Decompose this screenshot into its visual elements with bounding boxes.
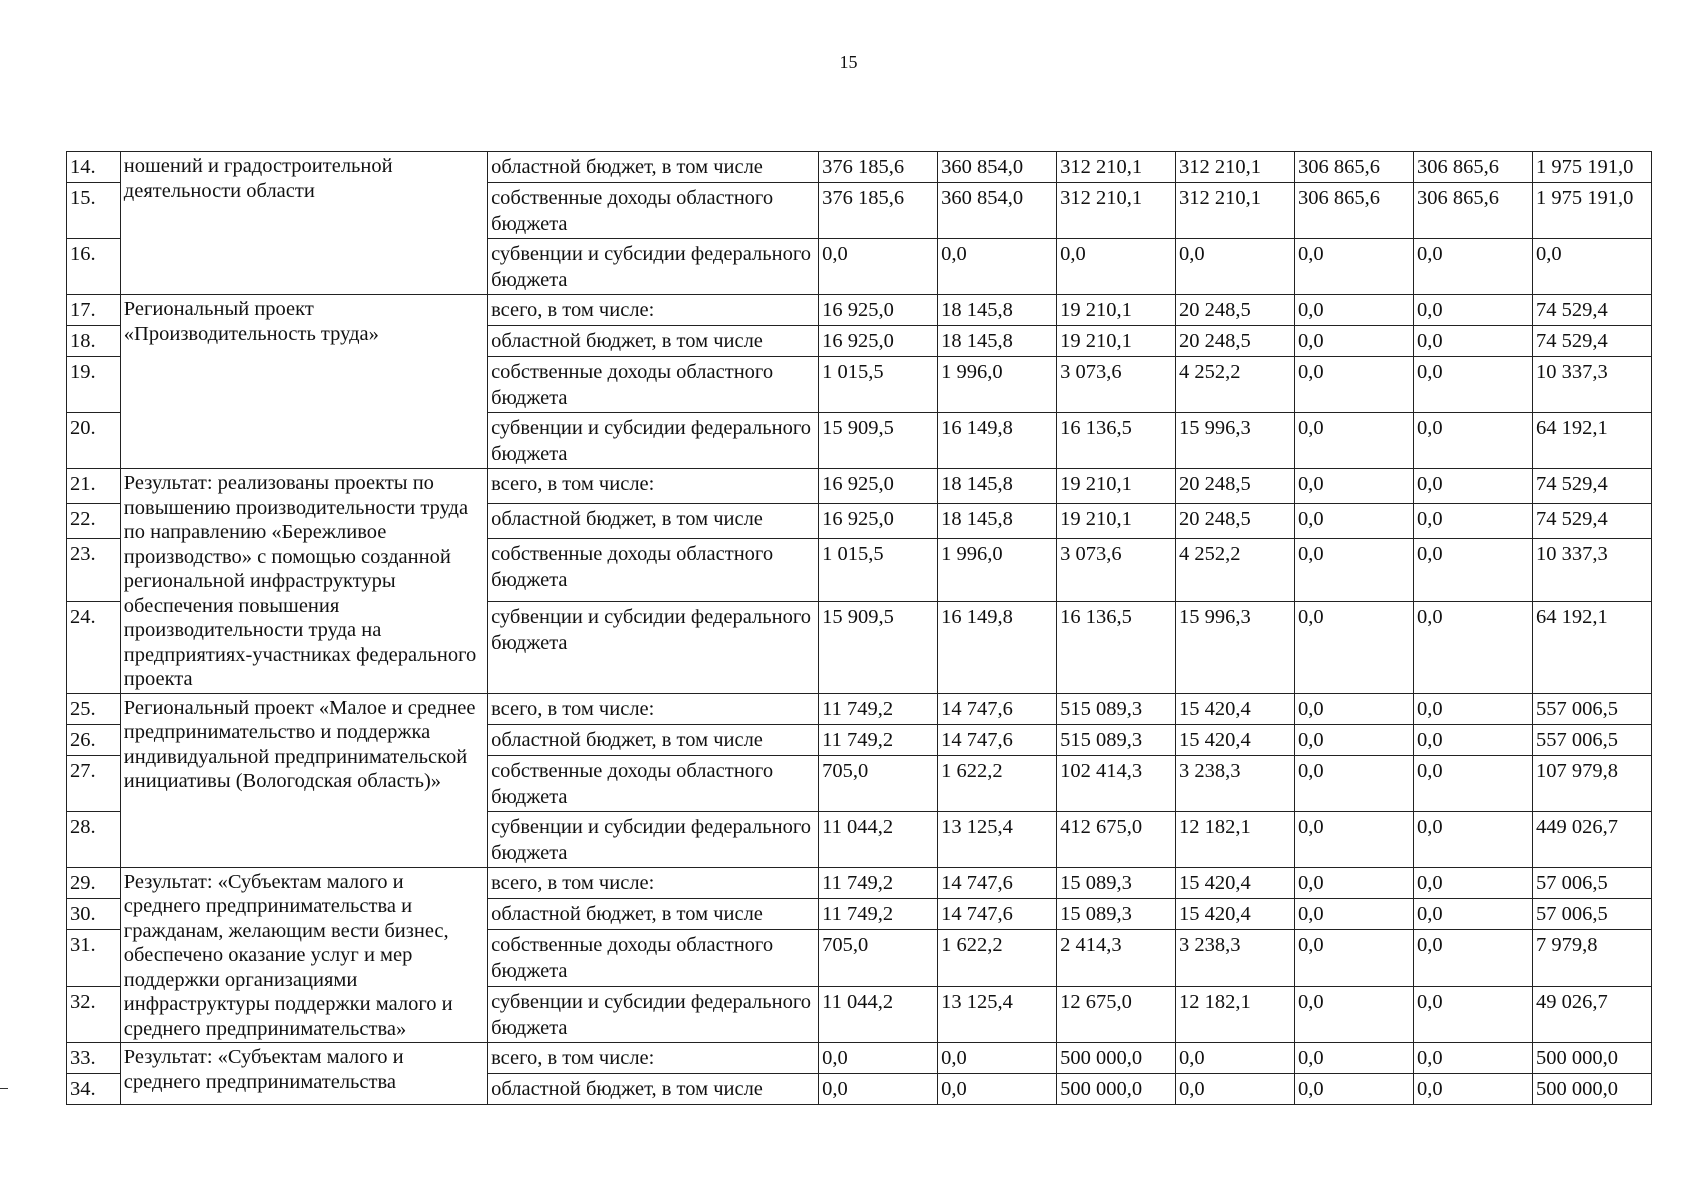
year-value: 19 210,1 (1057, 503, 1176, 538)
year-value: 0,0 (1295, 755, 1414, 811)
year-value: 15 420,4 (1176, 724, 1295, 755)
year-value: 20 248,5 (1176, 326, 1295, 357)
year-value: 500 000,0 (1057, 1074, 1176, 1105)
year-value: 312 210,1 (1176, 183, 1295, 239)
total-value: 0,0 (1532, 239, 1651, 295)
funding-source: субвенции и субсидии федерального бюджета (488, 413, 819, 469)
year-value: 2 414,3 (1057, 930, 1176, 986)
table-row (67, 693, 1652, 724)
row-number: 16. (67, 239, 121, 295)
year-value: 0,0 (1413, 867, 1532, 898)
year-value: 0,0 (1295, 693, 1414, 724)
year-value: 0,0 (1057, 239, 1176, 295)
year-value: 15 996,3 (1176, 602, 1295, 693)
year-value: 15 420,4 (1176, 898, 1295, 929)
year-value: 376 185,6 (819, 183, 938, 239)
total-value: 10 337,3 (1532, 357, 1651, 413)
total-value: 557 006,5 (1532, 693, 1651, 724)
year-value: 3 238,3 (1176, 755, 1295, 811)
year-value: 0,0 (1413, 239, 1532, 295)
year-value: 0,0 (1295, 867, 1414, 898)
funding-source: субвенции и субсидии федерального бюджета (488, 986, 819, 1043)
year-value: 0,0 (1413, 295, 1532, 326)
year-value: 16 925,0 (819, 469, 938, 504)
year-value: 18 145,8 (938, 326, 1057, 357)
year-value: 0,0 (1413, 602, 1532, 693)
year-value: 1 996,0 (938, 357, 1057, 413)
year-value: 515 089,3 (1057, 724, 1176, 755)
year-value: 0,0 (1295, 295, 1414, 326)
year-value: 376 185,6 (819, 152, 938, 183)
row-number: 29. (67, 867, 121, 898)
year-value: 14 747,6 (938, 724, 1057, 755)
row-number: 32. (67, 986, 121, 1043)
year-value: 12 675,0 (1057, 986, 1176, 1043)
year-value: 0,0 (1413, 538, 1532, 601)
year-value: 18 145,8 (938, 469, 1057, 504)
year-value: 306 865,6 (1413, 152, 1532, 183)
year-value: 16 149,8 (938, 602, 1057, 693)
total-value: 107 979,8 (1532, 755, 1651, 811)
year-value: 0,0 (819, 1074, 938, 1105)
year-value: 0,0 (938, 1074, 1057, 1105)
funding-source: субвенции и субсидии федерального бюджета (488, 602, 819, 693)
row-number: 34. (67, 1074, 121, 1105)
year-value: 1 015,5 (819, 538, 938, 601)
total-value: 74 529,4 (1532, 295, 1651, 326)
year-value: 0,0 (1413, 1074, 1532, 1105)
row-number: 17. (67, 295, 121, 326)
row-number: 33. (67, 1043, 121, 1074)
year-value: 102 414,3 (1057, 755, 1176, 811)
year-value: 3 073,6 (1057, 538, 1176, 601)
year-value: 16 136,5 (1057, 602, 1176, 693)
total-value: 449 026,7 (1532, 811, 1651, 867)
year-value: 16 925,0 (819, 326, 938, 357)
funding-source: всего, в том числе: (488, 469, 819, 504)
table-row (67, 1043, 1652, 1074)
year-value: 15 089,3 (1057, 867, 1176, 898)
year-value: 0,0 (1413, 503, 1532, 538)
year-value: 0,0 (1413, 986, 1532, 1043)
funding-source: собственные доходы областного бюджета (488, 930, 819, 986)
year-value: 0,0 (1413, 930, 1532, 986)
total-value: 64 192,1 (1532, 413, 1651, 469)
year-value: 0,0 (1295, 413, 1414, 469)
year-value: 14 747,6 (938, 867, 1057, 898)
year-value: 13 125,4 (938, 811, 1057, 867)
funding-source: собственные доходы областного бюджета (488, 357, 819, 413)
table-row (67, 295, 1652, 326)
year-value: 12 182,1 (1176, 986, 1295, 1043)
year-value: 14 747,6 (938, 693, 1057, 724)
row-number: 28. (67, 811, 121, 867)
group-name: Результат: «Субъектам малого и среднего предпринимательства (120, 1043, 487, 1105)
year-value: 11 749,2 (819, 724, 938, 755)
total-value: 57 006,5 (1532, 898, 1651, 929)
group-name: Результат: «Субъектам малого и среднего предпринимательства и гражданам, желающим вести бизнес, обеспечено оказание услуг и мер поддержки организациями инфраструктуры поддержки малого и среднего предпринимательства» (120, 867, 487, 1043)
table-body (67, 152, 1652, 1105)
row-number: 22. (67, 503, 121, 538)
funding-source: всего, в том числе: (488, 693, 819, 724)
year-value: 12 182,1 (1176, 811, 1295, 867)
row-number: 15. (67, 183, 121, 239)
year-value: 11 749,2 (819, 898, 938, 929)
group-name: Региональный проект «Малое и среднее предпринимательство и поддержка индивидуальной предпринимательской инициативы (Вологодская область)» (120, 693, 487, 867)
year-value: 20 248,5 (1176, 295, 1295, 326)
row-number: 20. (67, 413, 121, 469)
year-value: 0,0 (1176, 1043, 1295, 1074)
row-number: 23. (67, 538, 121, 601)
total-value: 500 000,0 (1532, 1074, 1651, 1105)
year-value: 18 145,8 (938, 295, 1057, 326)
year-value: 0,0 (1295, 326, 1414, 357)
year-value: 1 996,0 (938, 538, 1057, 601)
year-value: 0,0 (1413, 357, 1532, 413)
year-value: 0,0 (938, 239, 1057, 295)
row-number: 26. (67, 724, 121, 755)
total-value: 1 975 191,0 (1532, 152, 1651, 183)
funding-source: областной бюджет, в том числе (488, 724, 819, 755)
year-value: 19 210,1 (1057, 469, 1176, 504)
budget-table (66, 151, 1652, 1105)
funding-source: собственные доходы областного бюджета (488, 755, 819, 811)
year-value: 0,0 (1413, 811, 1532, 867)
row-number: 18. (67, 326, 121, 357)
year-value: 4 252,2 (1176, 538, 1295, 601)
year-value: 13 125,4 (938, 986, 1057, 1043)
year-value: 16 925,0 (819, 295, 938, 326)
year-value: 0,0 (1176, 239, 1295, 295)
year-value: 0,0 (1413, 898, 1532, 929)
year-value: 15 420,4 (1176, 693, 1295, 724)
margin-mark (0, 1088, 8, 1089)
year-value: 14 747,6 (938, 898, 1057, 929)
year-value: 515 089,3 (1057, 693, 1176, 724)
year-value: 0,0 (1295, 469, 1414, 504)
year-value: 20 248,5 (1176, 469, 1295, 504)
year-value: 16 136,5 (1057, 413, 1176, 469)
year-value: 0,0 (1295, 538, 1414, 601)
year-value: 0,0 (1295, 986, 1414, 1043)
funding-source: областной бюджет, в том числе (488, 152, 819, 183)
year-value: 1 015,5 (819, 357, 938, 413)
year-value: 0,0 (938, 1043, 1057, 1074)
year-value: 705,0 (819, 755, 938, 811)
row-number: 24. (67, 602, 121, 693)
table-row (67, 867, 1652, 898)
year-value: 4 252,2 (1176, 357, 1295, 413)
year-value: 0,0 (1295, 1043, 1414, 1074)
year-value: 0,0 (819, 239, 938, 295)
year-value: 0,0 (1413, 469, 1532, 504)
funding-source: областной бюджет, в том числе (488, 326, 819, 357)
year-value: 11 749,2 (819, 867, 938, 898)
year-value: 705,0 (819, 930, 938, 986)
year-value: 1 622,2 (938, 930, 1057, 986)
year-value: 306 865,6 (1413, 183, 1532, 239)
year-value: 11 044,2 (819, 986, 938, 1043)
funding-source: собственные доходы областного бюджета (488, 183, 819, 239)
year-value: 0,0 (1295, 724, 1414, 755)
group-name: Результат: реализованы проекты по повышению производительности труда по направлению «Бережливое производство» с помощью созданной региональной инфраструктуры обеспечения повышения производительности труда на предприятиях-участниках федерального проекта (120, 469, 487, 694)
table-row (67, 152, 1652, 183)
year-value: 312 210,1 (1057, 152, 1176, 183)
year-value: 19 210,1 (1057, 326, 1176, 357)
year-value: 0,0 (1413, 326, 1532, 357)
year-value: 0,0 (1295, 930, 1414, 986)
year-value: 0,0 (1295, 1074, 1414, 1105)
year-value: 11 044,2 (819, 811, 938, 867)
year-value: 412 675,0 (1057, 811, 1176, 867)
total-value: 74 529,4 (1532, 469, 1651, 504)
year-value: 306 865,6 (1295, 152, 1414, 183)
total-value: 7 979,8 (1532, 930, 1651, 986)
year-value: 306 865,6 (1295, 183, 1414, 239)
year-value: 20 248,5 (1176, 503, 1295, 538)
year-value: 0,0 (1295, 898, 1414, 929)
funding-source: всего, в том числе: (488, 295, 819, 326)
total-value: 49 026,7 (1532, 986, 1651, 1043)
year-value: 0,0 (1413, 755, 1532, 811)
row-number: 14. (67, 152, 121, 183)
year-value: 18 145,8 (938, 503, 1057, 538)
year-value: 0,0 (1413, 724, 1532, 755)
funding-source: всего, в том числе: (488, 867, 819, 898)
year-value: 0,0 (1295, 602, 1414, 693)
year-value: 312 210,1 (1057, 183, 1176, 239)
year-value: 312 210,1 (1176, 152, 1295, 183)
year-value: 15 909,5 (819, 602, 938, 693)
row-number: 21. (67, 469, 121, 504)
total-value: 74 529,4 (1532, 326, 1651, 357)
total-value: 74 529,4 (1532, 503, 1651, 538)
year-value: 16 925,0 (819, 503, 938, 538)
row-number: 30. (67, 898, 121, 929)
total-value: 1 975 191,0 (1532, 183, 1651, 239)
funding-source: всего, в том числе: (488, 1043, 819, 1074)
group-name: Региональный проект «Производительность труда» (120, 295, 487, 469)
row-number: 25. (67, 693, 121, 724)
funding-source: областной бюджет, в том числе (488, 503, 819, 538)
year-value: 19 210,1 (1057, 295, 1176, 326)
row-number: 27. (67, 755, 121, 811)
year-value: 15 420,4 (1176, 867, 1295, 898)
group-name: ношений и градостроительной деятельности области (120, 152, 487, 295)
page-number: 15 (839, 52, 858, 72)
total-value: 557 006,5 (1532, 724, 1651, 755)
row-number: 19. (67, 357, 121, 413)
total-value: 64 192,1 (1532, 602, 1651, 693)
year-value: 1 622,2 (938, 755, 1057, 811)
year-value: 15 996,3 (1176, 413, 1295, 469)
year-value: 360 854,0 (938, 152, 1057, 183)
year-value: 0,0 (1295, 239, 1414, 295)
funding-source: областной бюджет, в том числе (488, 1074, 819, 1105)
year-value: 16 149,8 (938, 413, 1057, 469)
year-value: 3 073,6 (1057, 357, 1176, 413)
year-value: 0,0 (1295, 811, 1414, 867)
funding-source: субвенции и субсидии федерального бюджета (488, 811, 819, 867)
funding-source: областной бюджет, в том числе (488, 898, 819, 929)
year-value: 360 854,0 (938, 183, 1057, 239)
funding-source: собственные доходы областного бюджета (488, 538, 819, 601)
year-value: 0,0 (819, 1043, 938, 1074)
year-value: 0,0 (1413, 413, 1532, 469)
total-value: 57 006,5 (1532, 867, 1651, 898)
year-value: 11 749,2 (819, 693, 938, 724)
funding-source: субвенции и субсидии федерального бюджета (488, 239, 819, 295)
year-value: 500 000,0 (1057, 1043, 1176, 1074)
table-row (67, 469, 1652, 504)
total-value: 10 337,3 (1532, 538, 1651, 601)
year-value: 15 909,5 (819, 413, 938, 469)
total-value: 500 000,0 (1532, 1043, 1651, 1074)
year-value: 0,0 (1413, 693, 1532, 724)
year-value: 0,0 (1295, 357, 1414, 413)
year-value: 0,0 (1295, 503, 1414, 538)
year-value: 15 089,3 (1057, 898, 1176, 929)
year-value: 3 238,3 (1176, 930, 1295, 986)
year-value: 0,0 (1413, 1043, 1532, 1074)
year-value: 0,0 (1176, 1074, 1295, 1105)
row-number: 31. (67, 930, 121, 986)
